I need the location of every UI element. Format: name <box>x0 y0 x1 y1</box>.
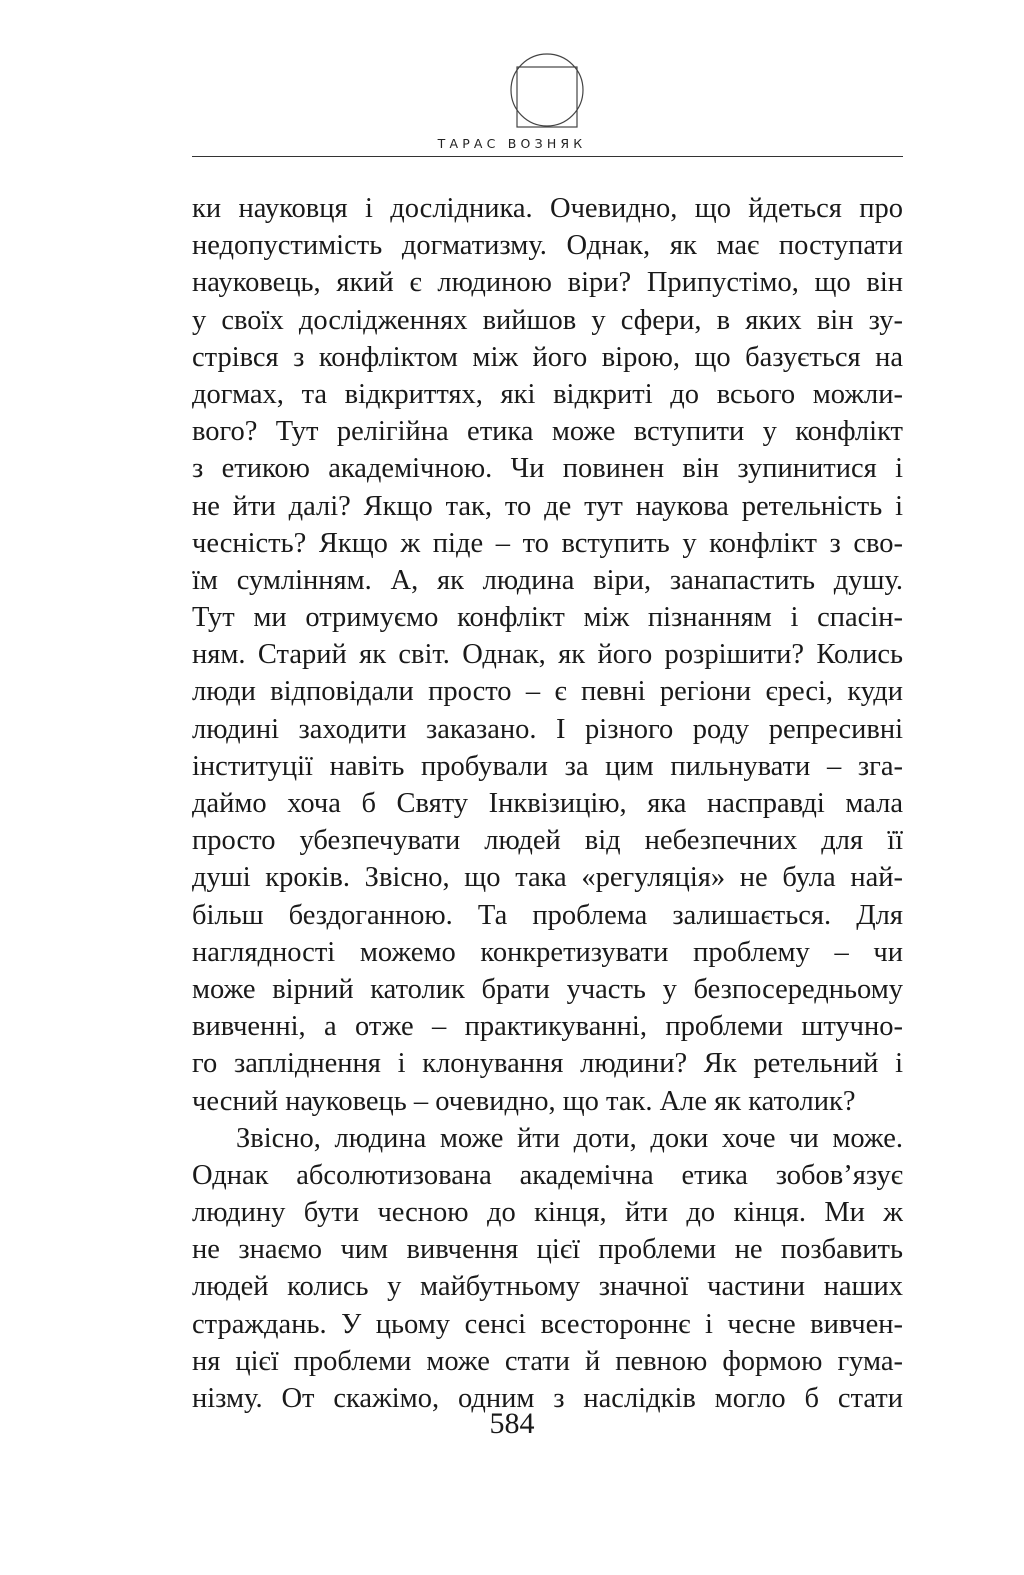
text-line: людей колись у майбутньому значної частини наших <box>192 1271 903 1303</box>
text-line: з етикою академічною. Чи повинен він зупинитися і <box>192 453 903 485</box>
paragraph <box>192 190 903 1120</box>
circle-square-emblem-icon <box>509 45 585 131</box>
text-line: вого? Тут релігійна етика може вступити у конфлікт <box>192 416 903 448</box>
text-line: їм сумлінням. А, як людина віри, занапастить душу. <box>192 564 903 596</box>
text-line: не йти далі? Якщо так, то де тут наукова ретельність і <box>192 490 903 522</box>
text-line: го запліднення і клонування людини? Як ретельний і <box>192 1048 903 1080</box>
text-line: людину бути чесною до кінця, йти до кінця. Ми ж <box>192 1197 903 1229</box>
text-line: більш бездоганною. Та проблема залишається. Для <box>192 899 903 931</box>
text-line: ня цієї проблеми може стати й певною формою гума- <box>192 1345 903 1377</box>
text-line: ням. Старий як світ. Однак, як його розрішити? Колись <box>192 639 903 671</box>
text-line: недопустимість догматизму. Однак, як має поступати <box>192 230 903 262</box>
text-line: нізму. От скажімо, одним з наслідків могло б стати <box>192 1383 903 1414</box>
text-line: людині заходити заказано. І різного роду репресивні <box>192 713 903 745</box>
body-text <box>192 190 903 1417</box>
text-line: ки науковця і дослідника. Очевидно, що йдеться про <box>192 193 903 224</box>
paragraph <box>192 1120 903 1418</box>
text-line: вивченні, а отже – практикуванні, проблеми штучно- <box>192 1011 903 1043</box>
text-line: страждань. У цьому сенсі всестороннє і чесне вивчен- <box>192 1308 903 1340</box>
text-line: інституції навіть пробували за цим пильнувати – зга- <box>192 750 903 782</box>
text-line: у своїх дослідженнях вийшов у сфери, в яких він зу- <box>192 304 903 336</box>
text-line: чесність? Якщо ж піде – то вступить у конфлікт з сво- <box>192 527 903 559</box>
text-line: стрівся з конфліктом між його вірою, що базується на <box>192 341 903 373</box>
text-line: наглядності можемо конкретизувати проблему – чи <box>192 936 903 968</box>
text-line: люди відповідали просто – є певні регіони єресі, куди <box>192 676 903 708</box>
text-line: Однак абсолютизована академічна етика зобов’язує <box>192 1159 903 1191</box>
text-line: даймо хоча б Святу Інквізицію, яка насправді мала <box>192 788 903 819</box>
text-line: Тут ми отримуємо конфлікт між пізнанням і спасін- <box>192 602 903 634</box>
text-line: просто убезпечувати людей від небезпечних для її <box>192 825 903 857</box>
text-line: може вірний католик брати участь у безпосередньому <box>192 973 903 1005</box>
text-line: Звісно, людина може йти доти, доки хоче чи може. <box>236 1122 903 1154</box>
header-rule <box>192 156 903 157</box>
running-head: ТАРАС ВОЗНЯК <box>437 136 587 151</box>
text-line: догмах, та відкриттях, які відкриті до всього можли- <box>192 378 903 410</box>
text-line: не знаємо чим вивчення цієї проблеми не позбавить <box>192 1234 903 1266</box>
text-line: науковець, який є людиною віри? Припустімо, що він <box>192 267 903 299</box>
page-number: 584 <box>489 1407 535 1440</box>
text-line: чесний науковець – очевидно, що так. Але як католик? <box>192 1085 856 1117</box>
text-line: душі кроків. Звісно, що така «регуляція» не була най- <box>192 862 903 894</box>
